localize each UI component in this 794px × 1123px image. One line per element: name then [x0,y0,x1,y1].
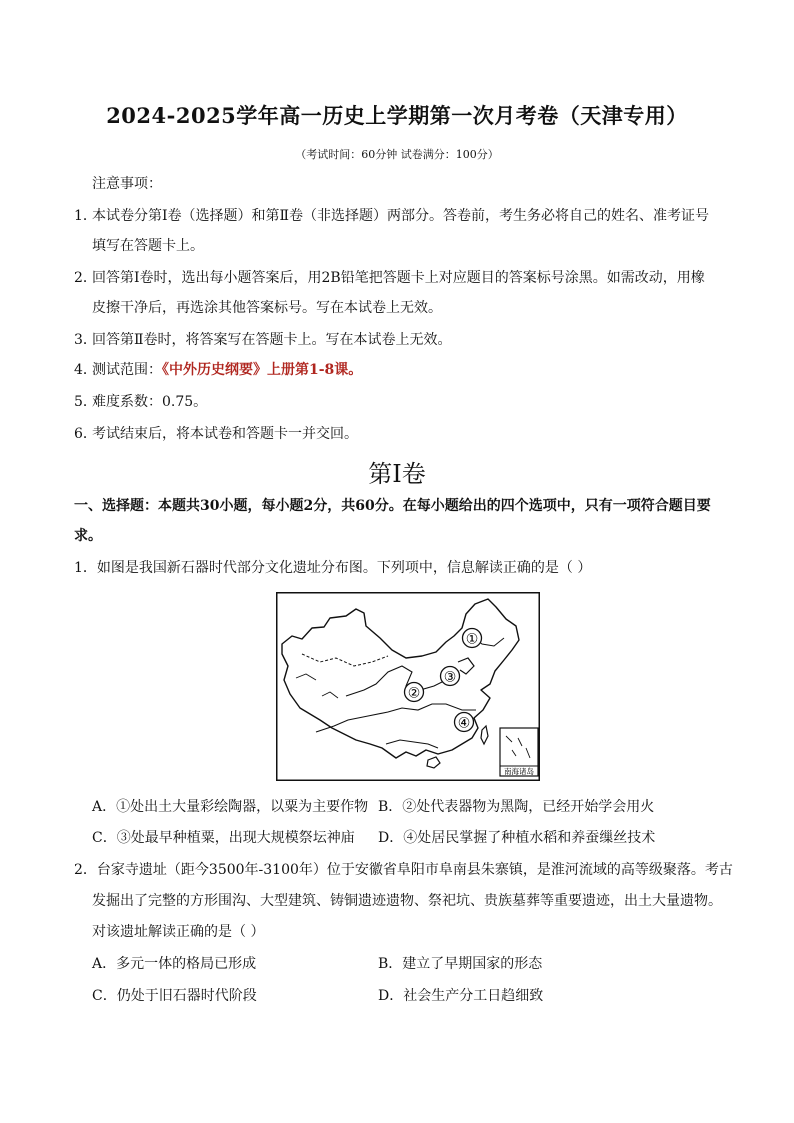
question-2-stem-line-1: 2．台家寺遗址（距今3500年-3100年）位于安徽省阜阳市阜南县朱寨镇，是淮河流域的高等级聚落。考古 [74,862,733,878]
question-2-option-a[interactable]: A．多元一体的格局已形成 [92,956,257,972]
question-2-option-b[interactable]: B．建立了早期国家的形态 [378,956,543,972]
inset-label: 南海诸岛 [504,767,534,776]
section-instruction-line-2: 求。 [74,528,102,544]
question-1-option-c[interactable]: C．③处最早种植粟，出现大规模祭坛神庙 [92,830,355,846]
note-number-2: 2． [74,270,97,286]
note-6-line-1: 考试结束后，将本试卷和答题卡一并交回。 [92,426,358,442]
section-instruction-line-1: 一、选择题：本题共30小题，每小题2分，共60分。在每小题给出的四个选项中，只有一项符合题目要 [74,498,711,514]
note-number-1: 1． [74,208,97,224]
note-1-line-1: 本试卷分第Ⅰ卷（选择题）和第Ⅱ卷（非选择题）两部分。答卷前，考生务必将自己的姓名、准考证号 [92,208,710,224]
test-scope-label: 测试范围： [92,362,162,378]
map-marker-1: ① [465,631,479,648]
note-1-line-2: 填写在答题卡上。 [92,238,204,254]
note-number-4: 4． [74,362,97,378]
south-sea-inset [500,728,538,776]
map-marker-3: ③ [443,669,457,686]
exam-title: 2024-2025学年高一历史上学期第一次月考卷（天津专用） [106,103,688,128]
question-2-option-d[interactable]: D．社会生产分工日趋细致 [378,988,544,1004]
section-title: 第Ⅰ卷 [368,460,426,488]
note-number-5: 5． [74,394,97,410]
note-2-line-2: 皮擦干净后，再选涂其他答案标号。写在本试卷上无效。 [92,300,442,316]
question-2-stem-line-2: 发掘出了完整的方形围沟、大型建筑、铸铜遗迹遗物、祭祀坑、贵族墓葬等重要遗迹，出土大量遗物。 [92,893,722,909]
question-1-option-d[interactable]: D．④处居民掌握了种植水稻和养蚕缫丝技术 [378,830,656,846]
question-2-option-c[interactable]: C．仍处于旧石器时代阶段 [92,988,257,1004]
question-2-stem-line-3: 对该遗址解读正确的是（ ） [92,924,265,940]
test-scope-value: 《中外历史纲要》上册第1-8课。 [162,362,363,378]
map-marker-4: ④ [457,715,471,732]
note-2-line-1: 回答第Ⅰ卷时，选出每小题答案后，用2B铅笔把答题卡上对应题目的答案标号涂黑。如需改动，用橡 [92,270,705,286]
notes-heading: 注意事项： [92,176,162,192]
note-5-line-1: 难度系数：0.75。 [92,394,208,410]
note-3-line-1: 回答第Ⅱ卷时，将答案写在答题卡上。写在本试卷上无效。 [92,332,452,348]
question-1-option-b[interactable]: B．②处代表器物为黑陶，已经开始学会用火 [378,799,655,815]
question-1-stem: 1．如图是我国新石器时代部分文化遗址分布图。下列项中，信息解读正确的是（ ） [74,560,592,576]
map-marker-2: ② [407,685,421,702]
note-4-line [92,360,362,380]
exam-subtitle: （考试时间：60分钟 试卷满分：100分） [295,148,499,161]
question-1-option-a[interactable]: A．①处出土大量彩绘陶器，以粟为主要作物 [92,799,369,815]
note-number-3: 3． [74,332,97,348]
neolithic-sites-map [276,592,540,781]
note-number-6: 6． [74,426,97,442]
